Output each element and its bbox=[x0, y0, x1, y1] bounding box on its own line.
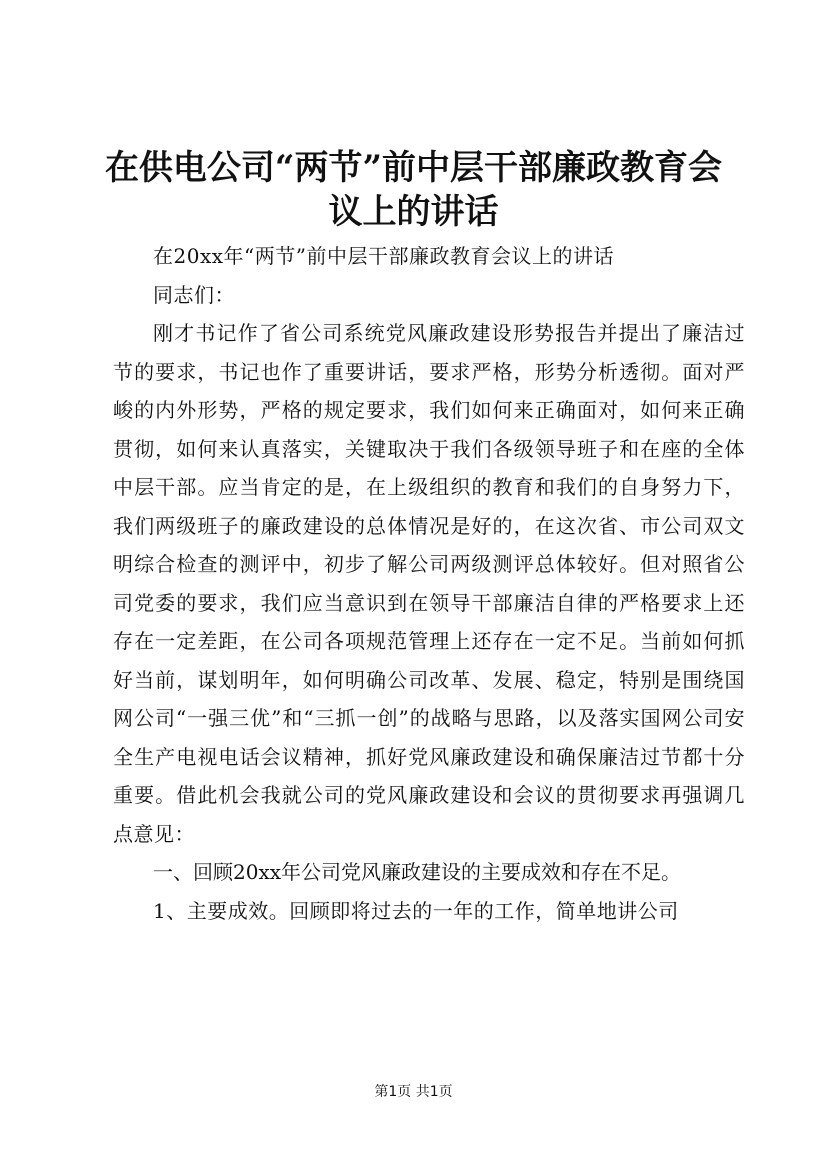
page-footer: 第1页 共1页 bbox=[374, 1084, 453, 1100]
paragraph-subsection: 1、主要成效。回顾即将过去的一年的工作，简单地讲公司 bbox=[153, 898, 679, 923]
document-title: 在供电公司“两节”前中层干部廉政教育会议上的讲话 bbox=[104, 148, 723, 232]
paragraph-main: 刚才书记作了省公司系统党风廉政建设形势报告并提出了廉洁过节的要求，书记也作了重要讲话，要求严格，形势分析透彻。面对严峻的内外形势，严格的规定要求，我们如何来正确面对，如何来正确贯彻，如何来认真落实，关键取决于我们各级领导班子和在座的全体中层干部。应当肯定的是，在上级组织的教育和我们的自身努力下，我们两级班子的廉政建设的总体情况是好的，在这次省、市公司双文明综合检查的测评中，初步了解公司两级测评总体较好。但对照省公司党委的要求，我们应当意识到在领导干部廉洁自律的严格要求上还存在一定差距，在公司各项规范管理上还存在一定不足。当前如何抓好当前，谋划明年，如何明确公司改革、发展、稳定，特别是围绕国网公司“一强三优”和“三抓一创”的战略与思路，以及落实国网公司安全生产电视电话会议精神，抓好党风廉政建设和确保廉洁过节都十分重要。借此机会我就公司的党风廉政建设和会议的贯彻要求再强调几点意见： bbox=[113, 321, 745, 846]
paragraph-subtitle: 在20xx年“两节”前中层干部廉政教育会议上的讲话 bbox=[153, 244, 614, 268]
paragraph-section-heading: 一、回顾20xx年公司党风廉政建设的主要成效和存在不足。 bbox=[153, 860, 682, 884]
paragraph-salutation: 同志们： bbox=[153, 282, 235, 307]
document-body bbox=[113, 237, 745, 930]
